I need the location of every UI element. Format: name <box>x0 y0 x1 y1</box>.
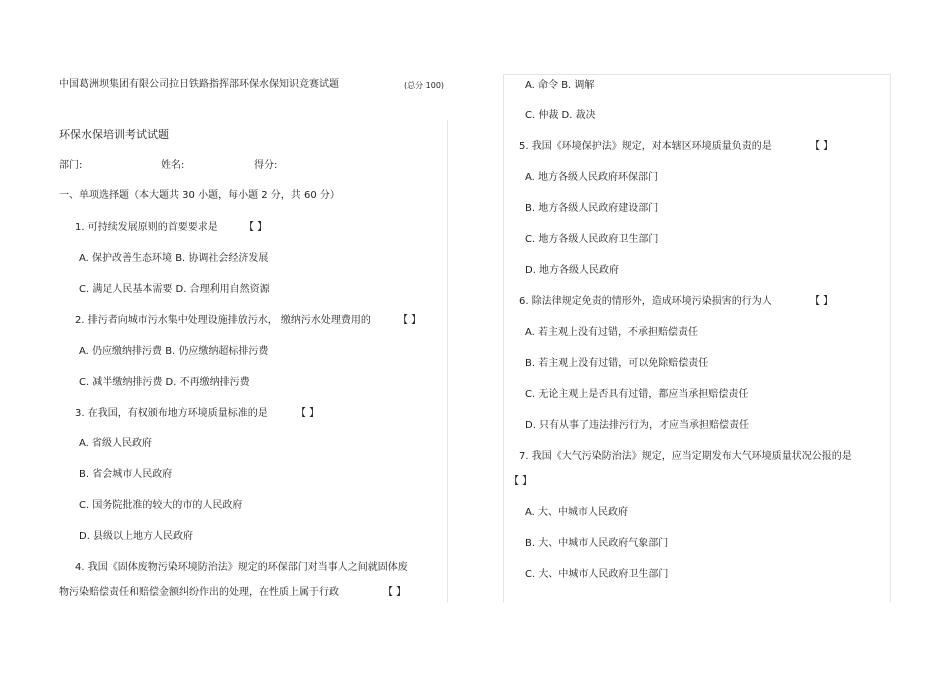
question-4-bracket: 【 】 <box>383 587 407 598</box>
question-6: 6. 除法律规定免责的情形外，造成环境污染损害的行为人 <box>519 296 772 307</box>
total-score: (总分 100) <box>404 81 445 90</box>
question-7-option-a: A. 大、中城市人民政府 <box>525 507 629 518</box>
question-7-bracket: 【 】 <box>509 476 533 487</box>
question-1-options-cd: C. 满足人民基本需要 D. 合理利用自然资源 <box>79 284 270 295</box>
question-4-line-2: 物污染赔偿责任和赔偿金额纠纷作出的处理，在性质上属于行政 <box>59 587 339 598</box>
question-3-option-a: A. 省级人民政府 <box>79 438 153 449</box>
question-4-options-cd: C. 仲裁 D. 裁决 <box>525 110 596 121</box>
question-5-bracket: 【 】 <box>810 141 834 152</box>
right-page-left-border <box>503 74 504 602</box>
question-4-options-ab: A. 命令 B. 调解 <box>525 80 595 91</box>
right-page-top-border <box>503 74 891 75</box>
question-6-option-d: D. 只有从事了违法排污行为，才应当承担赔偿责任 <box>525 420 750 431</box>
question-1: 1. 可持续发展原则的首要要求是 <box>75 222 218 233</box>
question-7: 7. 我国《大气污染防治法》规定，应当定期发布大气环境质量状况公报的是 <box>519 451 852 462</box>
section-heading: 一、单项选择题（本大题共 30 小题，每小题 2 分，共 60 分） <box>59 190 340 201</box>
question-3-option-c: C. 国务院批准的较大的市的人民政府 <box>79 500 243 511</box>
question-2-options-cd: C. 减半缴纳排污费 D. 不再缴纳排污费 <box>79 377 250 388</box>
question-5: 5. 我国《环境保护法》规定，对本辖区环境质量负责的是 <box>519 141 772 152</box>
question-2-options-ab: A. 仍应缴纳排污费 B. 仍应缴纳超标排污费 <box>79 346 269 357</box>
question-6-option-b: B. 若主观上没有过错，可以免除赔偿责任 <box>525 358 709 369</box>
left-page-right-border <box>447 120 448 602</box>
question-5-option-b: B. 地方各级人民政府建设部门 <box>525 203 659 214</box>
right-page-right-border <box>890 74 891 602</box>
name-field-label: 姓名: <box>161 160 185 171</box>
question-1-options-ab: A. 保护改善生态环境 B. 协调社会经济发展 <box>79 253 269 264</box>
question-3-option-b: B. 省会城市人民政府 <box>79 469 173 480</box>
question-2-bracket: 【 】 <box>398 315 422 326</box>
question-6-option-a: A. 若主观上没有过错，不承担赔偿责任 <box>525 327 699 338</box>
question-1-bracket: 【 】 <box>244 222 268 233</box>
question-5-option-d: D. 地方各级人民政府 <box>525 265 620 276</box>
subtitle: 环保水保培训考试试题 <box>59 128 169 141</box>
exam-title: 中国葛洲坝集团有限公司拉日铁路指挥部环保水保知识竞赛试题 <box>59 79 339 90</box>
question-2: 2. 排污者向城市污水集中处理设施排放污水， 缴纳污水处理费用的 <box>75 315 371 326</box>
question-5-option-c: C. 地方各级人民政府卫生部门 <box>525 234 659 245</box>
question-4-line-1: 4. 我国《固体废物污染环境防治法》规定的环保部门对当事人之间就固体废 <box>75 562 408 573</box>
question-6-bracket: 【 】 <box>810 296 834 307</box>
question-5-option-a: A. 地方各级人民政府环保部门 <box>525 172 659 183</box>
question-7-option-b: B. 大、中城市人民政府气象部门 <box>525 538 669 549</box>
question-6-option-c: C. 无论主观上是否具有过错，都应当承担赔偿责任 <box>525 389 749 400</box>
question-7-option-c: C. 大、中城市人民政府卫生部门 <box>525 569 669 580</box>
question-3-bracket: 【 】 <box>296 408 320 419</box>
question-3-option-d: D. 县级以上地方人民政府 <box>79 531 194 542</box>
dept-field-label: 部门: <box>59 160 83 171</box>
score-field-label: 得分: <box>254 160 278 171</box>
question-3: 3. 在我国，有权颁布地方环境质量标准的是 <box>75 408 268 419</box>
